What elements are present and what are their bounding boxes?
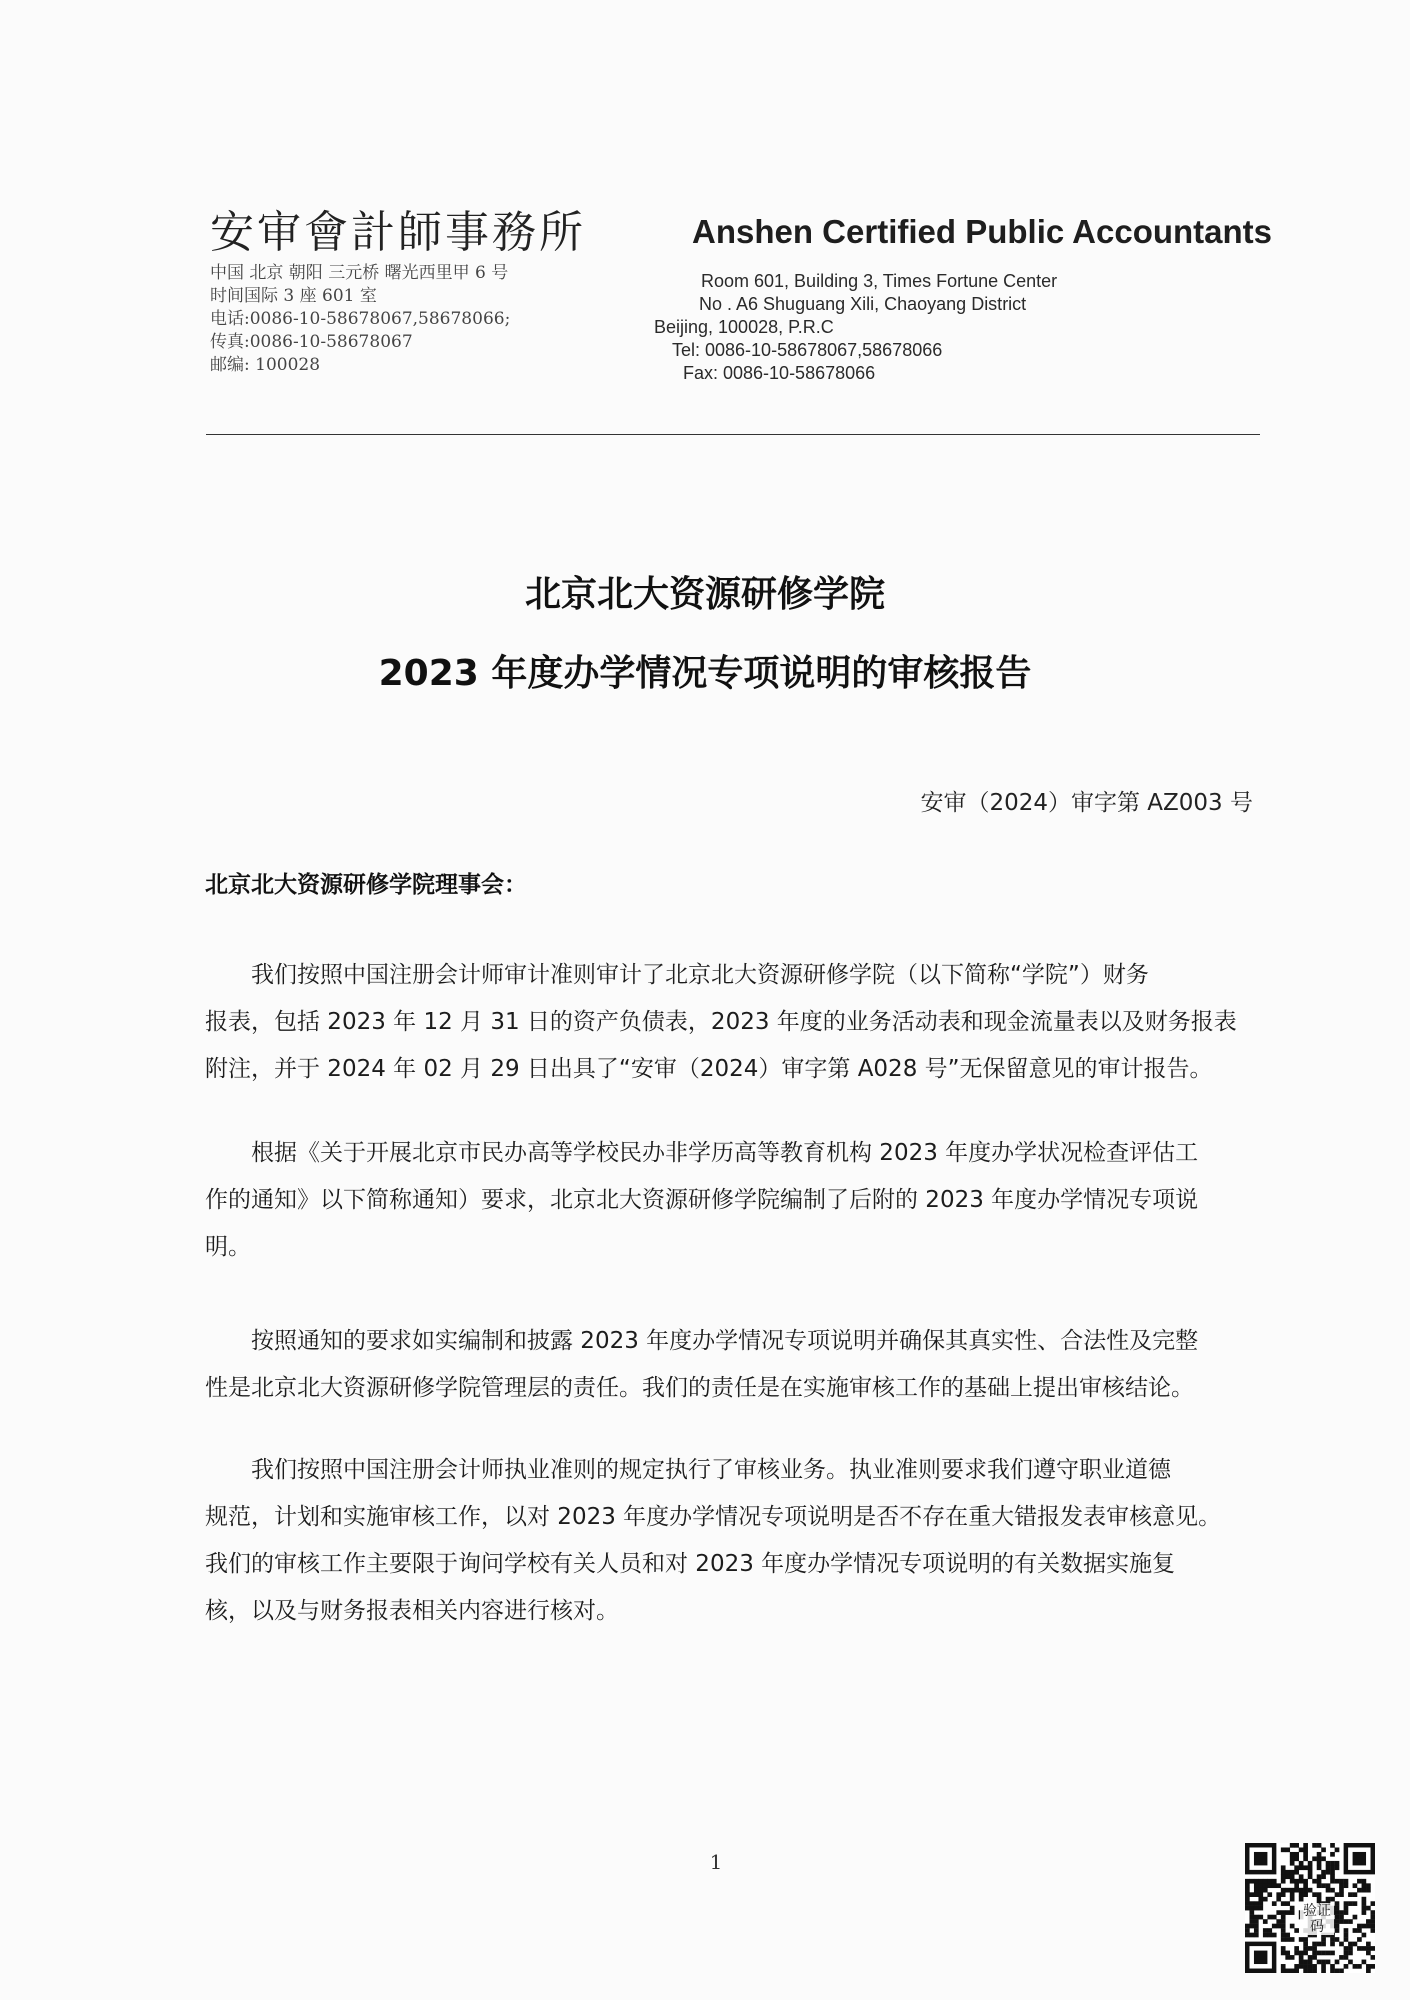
firm-name-chinese: 安审會計師事務所 [210,207,586,258]
address-en-line: No . A6 Shuguang Xili, Chaoyang District [699,294,1027,314]
paragraph-line: 按照通知的要求如实编制和披露 2023 年度办学情况专项说明并确保其真实性、合法性及完整 [251,1328,1199,1354]
paragraph-line: 规范，计划和实施审核工作，以对 2023 年度办学情况专项说明是否不存在重大错报发表审核意见。 [205,1504,1222,1530]
paragraph-line: 我们按照中国注册会计师审计准则审计了北京北大资源研修学院（以下简称“学院”）财务 [251,962,1149,988]
letterhead-divider [206,434,1260,435]
address-cn-line: 传真:0086-10-58678067 [210,332,413,352]
address-cn-line: 中国 北京 朝阳 三元桥 曙光西里甲 6 号 [210,263,509,283]
body-paragraph [205,952,1253,1093]
paragraph-line: 明。 [205,1234,251,1260]
body-paragraph [205,1447,1253,1635]
body-paragraph [205,1318,1253,1412]
paragraph-line: 我们的审核工作主要限于询问学校有关人员和对 2023 年度办学情况专项说明的有关数据实施复 [205,1551,1176,1577]
address-cn-line: 邮编: 100028 [210,355,321,375]
paragraph-line: 我们按照中国注册会计师执业准则的规定执行了审核业务。执业准则要求我们遵守职业道德 [251,1457,1171,1483]
addressee: 北京北大资源研修学院理事会： [205,872,527,898]
address-english [0,270,1057,385]
paragraph-line: 核，以及与财务报表相关内容进行核对。 [205,1598,619,1624]
page-number: 1 [709,1850,723,1874]
address-en-line: Room 601, Building 3, Times Fortune Center [701,271,1058,291]
address-cn-line: 电话:0086-10-58678067,58678066; [210,309,511,329]
report-title-line2: 2023 年度办学情况专项说明的审核报告 [378,653,1032,694]
qr-verify-label: 验证码 [1300,1903,1334,1935]
paragraph-line: 报表，包括 2023 年 12 月 31 日的资产负债表，2023 年度的业务活动表和现金流量表以及财务报表 [205,1009,1237,1035]
body-paragraph [205,1130,1253,1271]
address-en-line: Fax: 0086-10-58678066 [683,363,876,383]
qr-code-icon[interactable] [1245,1843,1375,1973]
address-cn-line: 时间国际 3 座 601 室 [210,286,377,306]
address-en-line: Beijing, 100028, P.R.C [654,317,834,337]
paragraph-line: 附注，并于 2024 年 02 月 29 日出具了“安审（2024）审字第 A028 号”无保留意见的审计报告。 [205,1056,1213,1082]
paragraph-line: 作的通知》以下简称通知）要求，北京北大资源研修学院编制了后附的 2023 年度办学情况专项说 [205,1187,1199,1213]
paragraph-line: 根据《关于开展北京市民办高等学校民办非学历高等教育机构 2023 年度办学状况检查评估工 [251,1140,1199,1166]
address-en-line: Tel: 0086-10-58678067,58678066 [672,340,943,360]
paragraph-line: 性是北京北大资源研修学院管理层的责任。我们的责任是在实施审核工作的基础上提出审核结论。 [205,1375,1194,1401]
reference-number: 安审（2024）审字第 AZ003 号 [920,790,1253,816]
report-title-line1: 北京北大资源研修学院 [524,574,885,615]
firm-name-english: Anshen Certified Public Accountants [692,213,1273,250]
